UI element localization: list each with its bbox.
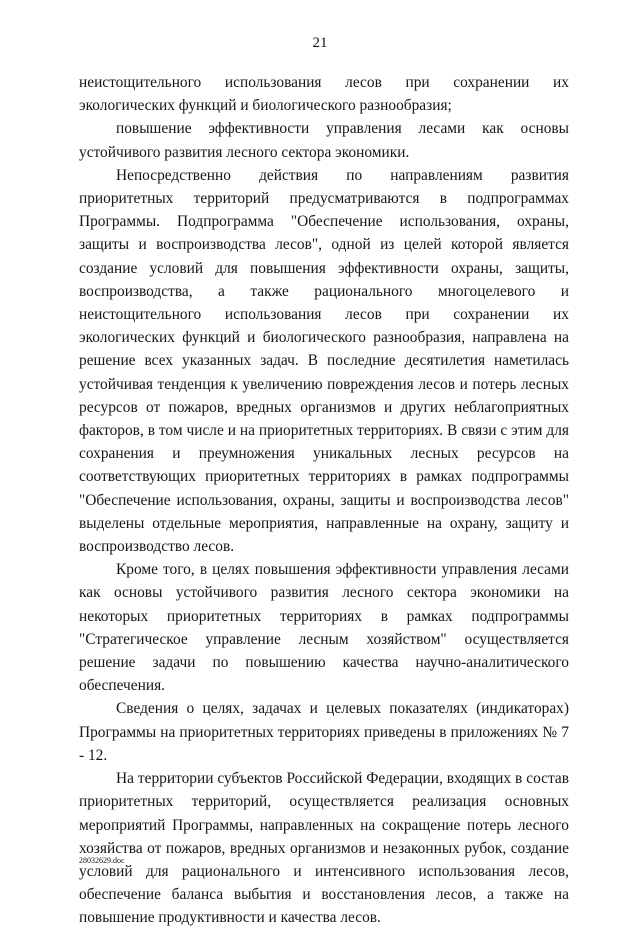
paragraph: Кроме того, в целях повышения эффективности управления лесами как основы устойчивого развития лесного сектора экономики на некоторых приоритетных территориях в рамках подпрограммы "Стратегическое управление лесным хозяйством" осуществляется решение задачи по повышению качества научно-аналитического обеспечения. [79,561,569,695]
paragraph: Сведения о целях, задачах и целевых показателях (индикаторах) Программы на приоритетных территориях приведены в приложениях № 7 - 12. [79,700,569,764]
document-filename-footer: 28032629.doc [79,856,125,865]
document-body [79,71,569,930]
paragraph: Непосредственно действия по направлениям развития приоритетных территорий предусматриваются в подпрограммах Программы. Подпрограмма "Обеспечение использования, охраны, защиты и воспроизводства лесов", одной из целей которой является создание условий для повышения эффективности охраны, защиты, воспроизводства, а также рационального многоцелевого и неистощительного использования лесов при сохранении их экологических функций и биологического разнообразия, направлена на решение всех указанных задач. В последние десятилетия наметилась устойчивая тенденция к увеличению повреждения лесов и потерь лесных ресурсов от пожаров, вредных организмов и других неблагоприятных факторов, в том числе и на приоритетных территориях. В связи с этим для сохранения и преумножения уникальных лесных ресурсов на соответствующих приоритетных территориях в рамках подпрограммы "Обеспечение использования, охраны, защиты и воспроизводства лесов" выделены отдельные мероприятия, направленные на охрану, защиту и воспроизводство лесов. [79,166,569,556]
paragraph: повышение эффективности управления лесами как основы устойчивого развития лесного сектора экономики. [79,120,569,161]
paragraph: На территории субъектов Российской Федерации, входящих в состав приоритетных территорий, осуществляется реализация основных мероприятий Программы, направленных на сокращение потерь лесного хозяйства от пожаров, вредных организмов и незаконных рубок, создание условий для рационального и интенсивного использования лесов, обеспечение баланса выбытия и восстановления лесов, а также на повышение продуктивности и качества лесов. [79,770,569,927]
paragraph: неистощительного использования лесов при сохранении их экологических функций и биологического разнообразия; [79,74,569,115]
page-number: 21 [312,35,328,51]
